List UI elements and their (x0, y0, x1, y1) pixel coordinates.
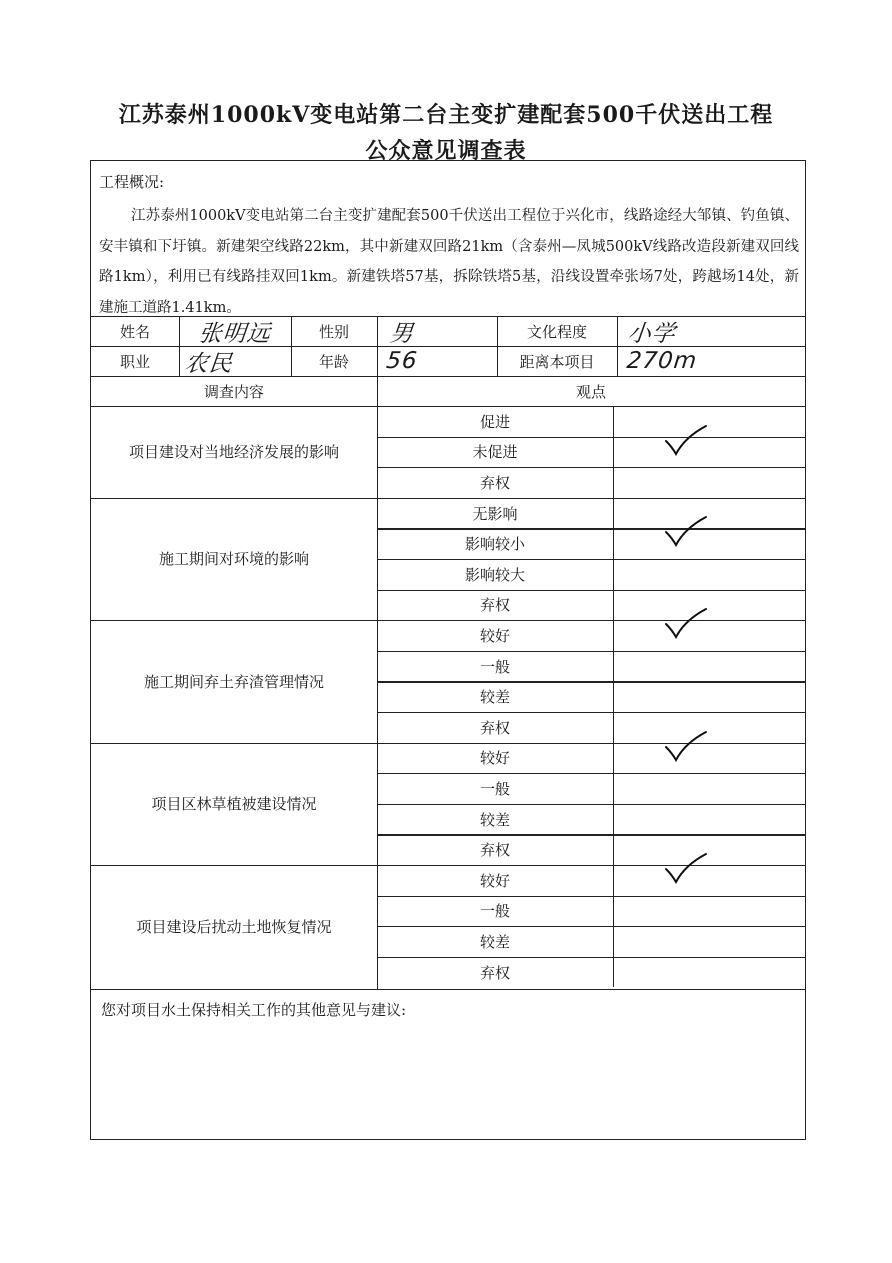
option-label: 影响较小 (464, 535, 525, 554)
gender-value: 男 (388, 320, 416, 347)
option-label: 弃权 (479, 596, 510, 615)
option-checkbox[interactable] (613, 590, 805, 621)
question-topic: 项目建设后扰动土地恢复情况 (136, 917, 332, 936)
option-label: 一般 (479, 779, 510, 798)
form-title: 江苏泰州1000kV变电站第二台主变扩建配套500千伏送出工程 (118, 102, 774, 128)
education-label: 文化程度 (526, 322, 587, 341)
option-label: 弃权 (479, 841, 510, 860)
age-value: 56 (384, 348, 420, 374)
check-mark-icon (663, 851, 709, 885)
option-checkbox[interactable] (613, 437, 805, 468)
option-checkbox[interactable] (613, 498, 805, 529)
option-label: 较差 (479, 688, 510, 707)
option-label: 促进 (479, 412, 510, 431)
overview-heading: 工程概况: (99, 173, 165, 191)
option-label: 较差 (479, 932, 510, 951)
option-checkbox[interactable] (613, 865, 805, 896)
option-checkbox[interactable] (613, 957, 805, 988)
question-topic: 项目建设对当地经济发展的影响 (128, 443, 339, 462)
option-label: 较好 (479, 749, 510, 768)
option-label: 无影响 (472, 504, 518, 523)
option-checkbox[interactable] (613, 528, 805, 559)
option-checkbox[interactable] (613, 804, 805, 835)
option-checkbox[interactable] (613, 681, 805, 712)
survey-form (90, 160, 806, 1140)
survey-opinion-header: 观点 (575, 382, 606, 401)
occupation-value: 农民 (183, 350, 235, 377)
gender-label: 性别 (318, 322, 349, 341)
check-mark-icon (663, 729, 709, 763)
option-checkbox[interactable] (613, 406, 805, 437)
divider (91, 989, 805, 990)
name-value: 张明远 (197, 320, 273, 347)
education-value: 小学 (626, 320, 678, 347)
option-checkbox[interactable] (613, 651, 805, 682)
option-checkbox[interactable] (613, 926, 805, 957)
survey-content-header: 调查内容 (203, 382, 264, 401)
option-label: 未促进 (472, 443, 518, 462)
check-mark-icon (663, 606, 709, 640)
distance-label: 距离本项目 (519, 352, 595, 371)
option-checkbox[interactable] (613, 743, 805, 774)
option-checkbox[interactable] (613, 834, 805, 865)
distance-value: 270m (625, 348, 699, 374)
option-label: 较好 (479, 871, 510, 890)
suggestion-area[interactable] (95, 1023, 799, 1133)
age-label: 年龄 (318, 352, 349, 371)
option-checkbox[interactable] (613, 559, 805, 590)
suggestion-label: 您对项目水土保持相关工作的其他意见与建议: (101, 1001, 407, 1019)
option-label: 弃权 (479, 718, 510, 737)
option-label: 影响较大 (464, 565, 525, 584)
check-mark-icon (663, 514, 709, 548)
occupation-label: 职业 (119, 352, 150, 371)
question-topic: 项目区林草植被建设情况 (151, 795, 317, 814)
option-label: 弃权 (479, 473, 510, 492)
option-label: 一般 (479, 902, 510, 921)
option-checkbox[interactable] (613, 712, 805, 743)
option-checkbox[interactable] (613, 467, 805, 498)
option-label: 较差 (479, 810, 510, 829)
question-topic: 施工期间对环境的影响 (158, 550, 309, 569)
overview-text: 江苏泰州1000kV变电站第二台主变扩建配套500千伏送出工程位于兴化市，线路途经大邹镇、钓鱼镇、安丰镇和下圩镇。新建架空线路22km，其中新建双回路21km（含泰州—凤城500kV线路改造段新建双回线路1km），利用已有线路挂双回1km。新建铁塔57基，拆除铁塔5基，沿线设置牵张场7处，跨越场14处，新建施工道路1.41km。 (99, 208, 799, 316)
name-label: 姓名 (119, 322, 150, 341)
option-label: 弃权 (479, 963, 510, 982)
option-checkbox[interactable] (613, 773, 805, 804)
form-subtitle: 公众意见调查表 (365, 138, 527, 164)
option-label: 一般 (479, 657, 510, 676)
question-topic: 施工期间弃土弃渣管理情况 (143, 672, 324, 691)
option-checkbox[interactable] (613, 896, 805, 927)
check-mark-icon (663, 423, 709, 457)
option-label: 较好 (479, 626, 510, 645)
option-checkbox[interactable] (613, 620, 805, 651)
